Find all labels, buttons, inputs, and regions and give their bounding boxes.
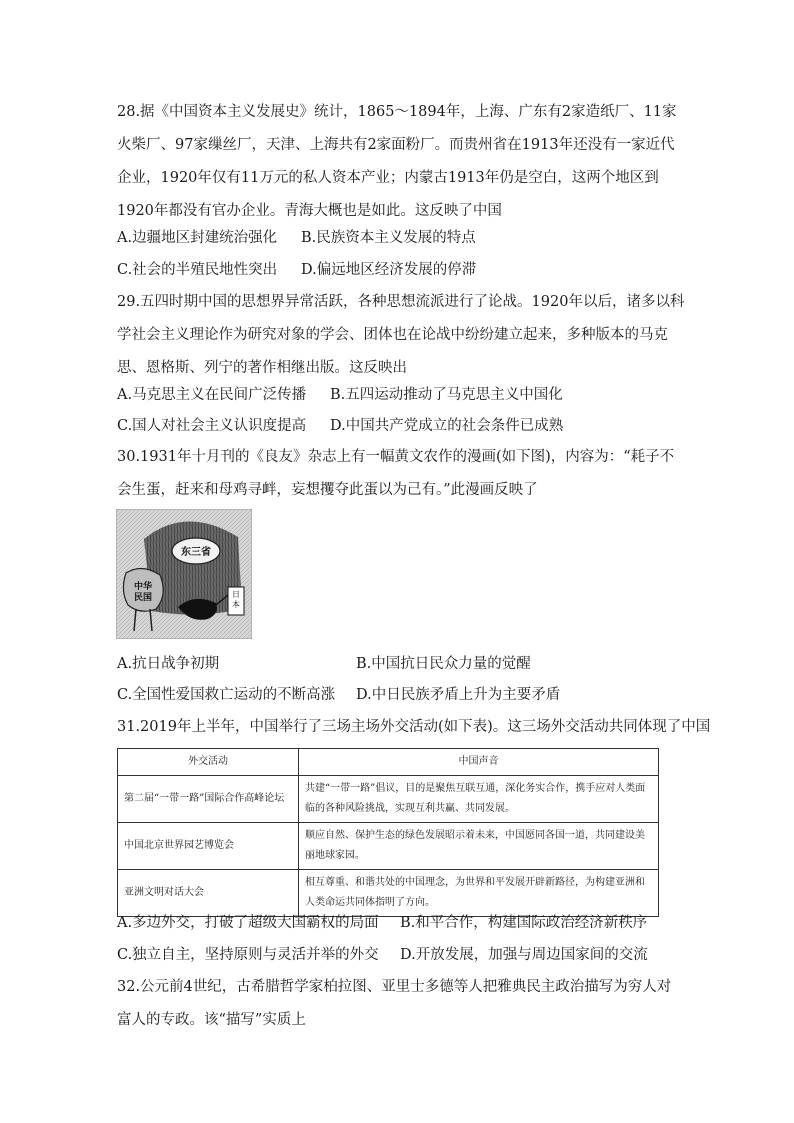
cartoon-hen-label: 中华民国 (133, 582, 153, 603)
cartoon-egg-label: 东三省 (181, 547, 211, 558)
table-cell: 共建“一带一路”倡议，目的是聚焦互联互通，深化务实合作，携手应对人类面临的各种风险挑战，实现互利共赢、共同发展。 (299, 776, 659, 823)
q31-option-c[interactable]: C.独立自主，坚持原则与灵活并举的外交 (117, 947, 379, 963)
q29-option-c[interactable]: C.国人对社会主义认识度提高 (117, 418, 307, 434)
q28-option-c[interactable]: C.社会的半殖民地性突出 (117, 262, 278, 278)
table-cell: 中国北京世界园艺博览会 (118, 823, 299, 870)
q29-option-d[interactable]: D.中国共产党成立的社会条件已成熟 (330, 418, 564, 434)
q31-option-b[interactable]: B.和平合作，构建国际政治经济新秩序 (400, 915, 648, 931)
table-header: 外交活动 (118, 749, 299, 776)
q31-option-d[interactable]: D.开放发展，加强与周边国家间的交流 (400, 947, 648, 963)
table-row (118, 823, 659, 870)
q30-stem: 30.1931年十月刊的《良友》杂志上有一幅黄文农作的漫画(如下图)，内容为：“耗子不会生蛋，赶来和母鸡寻衅，妄想攫夺此蛋以为己有。”此漫画反映了 (117, 449, 675, 498)
q28-option-d[interactable]: D.偏远地区经济发展的停滞 (301, 262, 477, 278)
q30-option-b[interactable]: B.中国抗日民众力量的觉醒 (356, 656, 531, 672)
q31-option-a[interactable]: A.多边外交，打破了超级大国霸权的局面 (117, 915, 379, 931)
q28-option-b[interactable]: B.民族资本主义发展的特点 (301, 230, 476, 246)
cartoon-image (116, 509, 252, 639)
table-cell: 第二届“一带一路”国际合作高峰论坛 (118, 776, 299, 823)
diplomacy-table (117, 748, 659, 917)
q30-option-d[interactable]: D.中日民族矛盾上升为主要矛盾 (356, 687, 561, 703)
q30-option-c[interactable]: C.全国性爱国救亡运动的不断高涨 (117, 687, 336, 703)
cartoon-rat-label: 日本 (232, 590, 240, 609)
q28-option-a[interactable]: A.边疆地区封建统治强化 (117, 230, 278, 246)
q29-option-a[interactable]: A.马克思主义在民间广泛传播 (117, 387, 307, 403)
q28-stem: 28.据《中国资本主义发展史》统计，1865～1894年，上海、广东有2家造纸厂、11家火柴厂、97家缫丝厂，天津、上海共有2家面粉厂。而贵州省在1913年还没有一家近代企业，1920年仅有11万元的私人资本产业；内蒙古1913年仍是空白，这两个地区到1920年都没有官办企业。青海大概也是如此。这反映了中国 (117, 104, 677, 219)
table-cell: 相互尊重、和谐共处的中国理念，为世界和平发展开辟新路径，为构建亚洲和人类命运共同体指明了方向。 (299, 870, 659, 917)
cartoon-drawing (116, 509, 252, 639)
q29-stem: 29.五四时期中国的思想界异常活跃，各种思想流派进行了论战。1920年以后，诸多以科学社会主义理论作为研究对象的学会、团体也在论战中纷纷建立起来，多种版本的马克思、恩格斯、列宁的著作相继出版。这反映出 (117, 294, 685, 376)
table-header-row (118, 749, 659, 776)
q29-option-b[interactable]: B.五四运动推动了马克思主义中国化 (330, 387, 563, 403)
q31-stem: 31.2019年上半年，中国举行了三场主场外交活动(如下表)。这三场外交活动共同体现了中国 (117, 719, 711, 735)
table-cell: 亚洲文明对话大会 (118, 870, 299, 917)
q30-option-a[interactable]: A.抗日战争初期 (117, 656, 220, 672)
table-row (118, 776, 659, 823)
table-cell: 顺应自然、保护生态的绿色发展昭示着未来，中国愿同各国一道，共同建设美丽地球家园。 (299, 823, 659, 870)
table-header: 中国声音 (299, 749, 659, 776)
q32-stem: 32.公元前4世纪，古希腊哲学家柏拉图、亚里士多德等人把雅典民主政治描写为穷人对富人的专政。该“描写”实质上 (117, 979, 672, 1028)
